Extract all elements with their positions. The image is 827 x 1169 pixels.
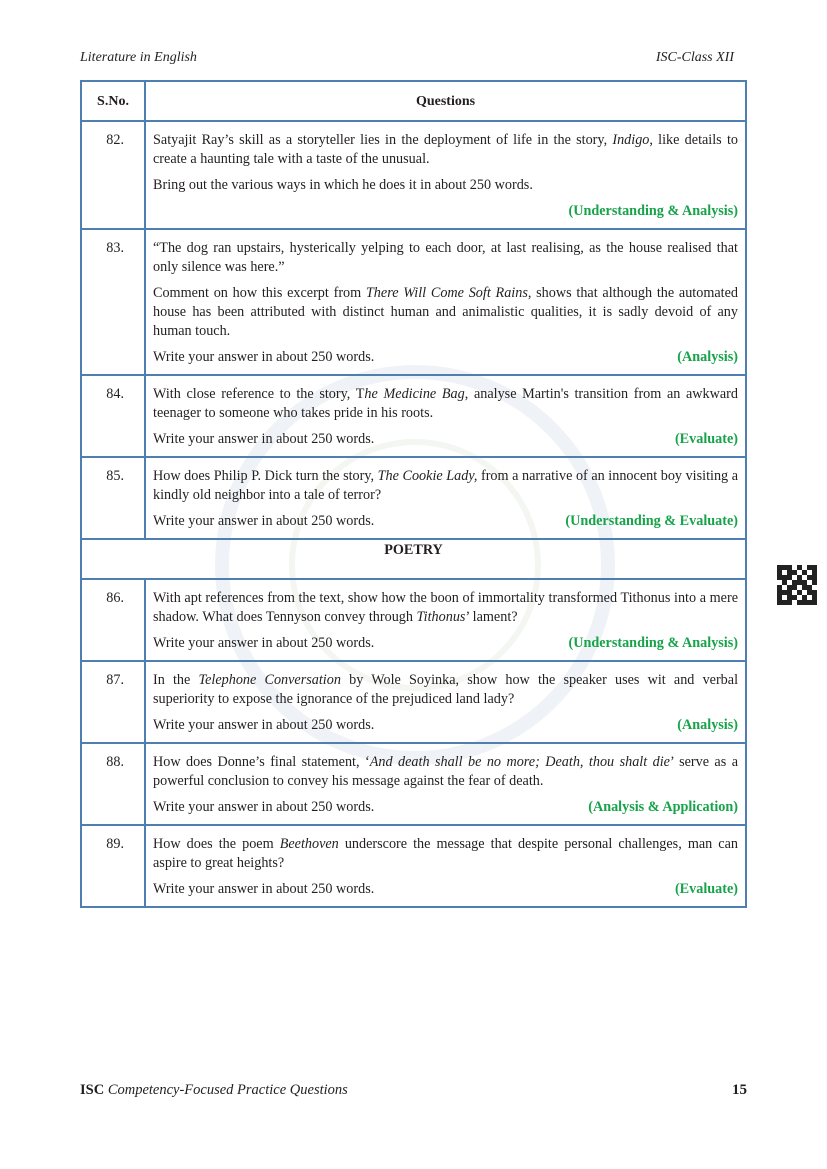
table-row [81, 229, 746, 375]
question-number: 87. [81, 661, 145, 743]
table-row [81, 825, 746, 907]
questions-table [80, 80, 747, 908]
question-instruction: Bring out the various ways in which he does it in about 250 words. [153, 177, 533, 193]
cognitive-tag: (Analysis) [677, 717, 738, 733]
question-number: 83. [81, 229, 145, 375]
question-number: 88. [81, 743, 145, 825]
table-row [81, 121, 746, 229]
question-instruction: Write your answer in about 250 words. [153, 513, 375, 529]
question-text-cell [145, 661, 746, 743]
running-header-subject: Literature in English [80, 50, 197, 65]
question-paragraph: How does Philip P. Dick turn the story, The Cookie Lady, from a narrative of an innocent boy visiting a kindly old neighbor into a tale of terror? [153, 468, 739, 503]
question-text-cell [145, 121, 746, 229]
question-instruction: Write your answer in about 250 words. [153, 799, 375, 815]
question-text-cell [145, 825, 746, 907]
footer-title: ISC Competency-Focused Practice Questions [80, 1082, 348, 1098]
page-number: 15 [732, 1082, 747, 1098]
question-paragraph: How does Donne’s final statement, ‘And death shall be no more; Death, thou shalt die’ serve as a powerful conclusion to convey his message against the fear of death. [153, 754, 738, 789]
section-heading: POETRY [81, 539, 746, 579]
question-text-cell [145, 229, 746, 375]
running-header-class: ISC-Class XII [655, 50, 734, 65]
question-paragraph: How does the poem Beethoven underscore the message that despite personal challenges, man can aspire to great heights? [153, 836, 738, 871]
cognitive-tag: (Analysis & Application) [588, 799, 738, 815]
question-instruction: Write your answer in about 250 words. [153, 431, 375, 447]
column-header-sno: S.No. [81, 81, 145, 121]
table-header-row [81, 81, 746, 121]
cognitive-tag: (Analysis) [677, 349, 738, 365]
question-paragraph: Satyajit Ray’s skill as a storyteller lies in the deployment of life in the story, Indigo, like details to create a haunting tale with a taste of the unusual. [153, 132, 738, 167]
question-quote: “The dog ran upstairs, hysterically yelping to each door, at last realising, as the house realised that only silence was here.” [153, 240, 738, 275]
question-text-cell [145, 579, 746, 661]
question-number: 82. [81, 121, 145, 229]
qr-code-icon[interactable] [777, 565, 817, 605]
question-number: 86. [81, 579, 145, 661]
question-instruction: Write your answer in about 250 words. [153, 635, 375, 651]
question-paragraph: With apt references from the text, show how the boon of immortality transformed Tithonus into a mere shadow. What does Tennyson convey through Tithonus’ lament? [153, 590, 738, 625]
question-instruction: Write your answer in about 250 words. [153, 349, 375, 365]
question-instruction: Write your answer in about 250 words. [153, 881, 375, 897]
table-row [81, 375, 746, 457]
question-instruction: Write your answer in about 250 words. [153, 717, 375, 733]
section-row-poetry [81, 539, 746, 579]
column-header-questions: Questions [145, 81, 746, 121]
cognitive-tag: (Evaluate) [674, 431, 738, 447]
table-row [81, 743, 746, 825]
cognitive-tag: (Understanding & Evaluate) [565, 513, 738, 529]
cognitive-tag: (Understanding & Analysis) [568, 635, 738, 651]
question-paragraph: With close reference to the story, The Medicine Bag, analyse Martin's transition from an awkward teenager to someone who takes pride in his roots. [153, 386, 739, 421]
cognitive-tag: (Understanding & Analysis) [568, 203, 738, 219]
question-number: 89. [81, 825, 145, 907]
question-paragraph: In the Telephone Conversation by Wole Soyinka, show how the speaker uses wit and verbal superiority to expose the ignorance of the prejudiced land lady? [153, 672, 739, 707]
question-number: 84. [81, 375, 145, 457]
table-row [81, 579, 746, 661]
question-text-cell [145, 743, 746, 825]
question-paragraph: Comment on how this excerpt from There Will Come Soft Rains, shows that although the automated house has been attributed with distinct human and animalistic qualities, it is sadly devoid of any human touch. [153, 285, 738, 339]
question-text-cell [145, 457, 746, 539]
question-text-cell [145, 375, 746, 457]
cognitive-tag: (Evaluate) [674, 881, 738, 897]
question-number: 85. [81, 457, 145, 539]
table-row [81, 457, 746, 539]
table-row [81, 661, 746, 743]
